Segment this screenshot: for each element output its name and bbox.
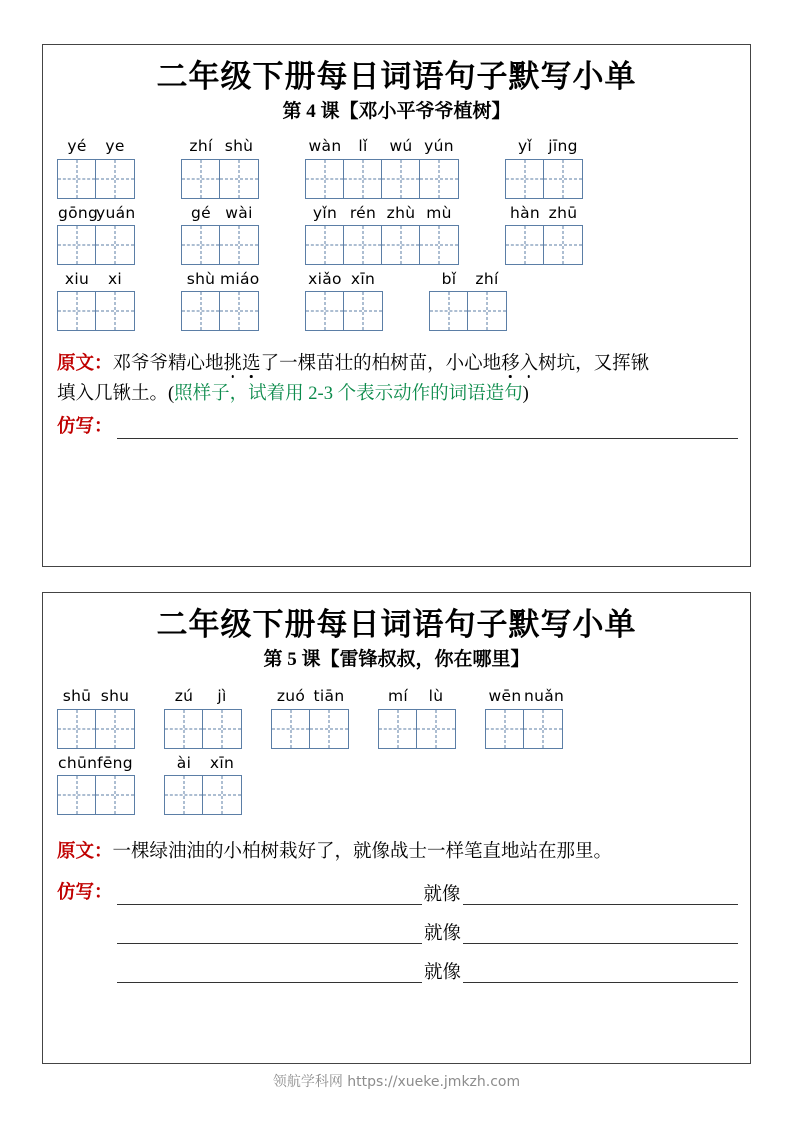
original-text-section-1	[43, 349, 750, 409]
grid-cell[interactable]	[96, 292, 134, 330]
pinyin-label	[506, 138, 582, 155]
pinyin-syllable: yé	[67, 137, 87, 156]
grid-cell[interactable]	[58, 292, 96, 330]
word-block[interactable]	[57, 138, 135, 198]
grid-cell[interactable]	[182, 226, 220, 264]
writing-grid[interactable]	[378, 709, 456, 749]
word-block[interactable]	[181, 205, 259, 265]
writing-grid[interactable]	[271, 709, 349, 749]
word-row	[43, 205, 750, 265]
pinyin-label	[58, 688, 134, 705]
pinyin-label	[306, 205, 458, 222]
pinyin-syllable: shù	[186, 269, 216, 288]
pinyin-syllable: tiān	[313, 687, 345, 706]
answer-connector-word: 就像	[424, 962, 462, 983]
pinyin-label	[430, 271, 506, 288]
word-row	[43, 271, 750, 331]
pinyin-syllable: shù	[224, 137, 254, 156]
original-text-part-d: 填入几锹土。(	[57, 383, 175, 404]
grid-cell[interactable]	[96, 160, 134, 198]
pinyin-syllable: hàn	[509, 203, 541, 222]
word-block[interactable]	[57, 688, 135, 748]
writing-grid[interactable]	[57, 159, 135, 199]
word-block[interactable]	[164, 688, 242, 748]
grid-cell[interactable]	[182, 292, 220, 330]
grid-cell[interactable]	[306, 226, 344, 264]
answer-row-3	[43, 962, 750, 983]
pinyin-label	[58, 271, 134, 288]
pinyin-syllable: gé	[191, 203, 211, 222]
pinyin-label	[306, 138, 458, 155]
pinyin-syllable: yǐ	[517, 137, 533, 156]
writing-grid[interactable]	[164, 709, 242, 749]
answer-write-line-right[interactable]	[463, 962, 738, 983]
original-label-2: 原文：	[57, 841, 113, 862]
pinyin-syllable: ye	[105, 137, 125, 156]
writing-grid[interactable]	[429, 291, 507, 331]
word-grid-section-2	[43, 688, 750, 814]
answer-write-line-right[interactable]	[463, 923, 738, 944]
pinyin-syllable: bǐ	[441, 269, 457, 288]
grid-cell[interactable]	[306, 292, 344, 330]
original-text-body-2: 一棵绿油油的小柏树栽好了，就像战士一样笔直地站在那里。	[112, 841, 613, 862]
grid-cell[interactable]	[58, 776, 96, 814]
pinyin-syllable: zhí	[189, 137, 213, 156]
pinyin-syllable: jì	[217, 687, 227, 706]
word-grid-section-1	[43, 138, 750, 330]
emphasis-char: 入	[520, 349, 539, 379]
emphasis-char: 选	[242, 349, 261, 379]
pinyin-syllable: zhí	[475, 269, 499, 288]
pinyin-syllable: xīn	[350, 269, 376, 288]
pinyin-syllable: fēng	[97, 753, 133, 772]
pinyin-syllable: xi	[107, 269, 123, 288]
word-row	[43, 688, 750, 748]
grid-cell[interactable]	[420, 226, 458, 264]
pinyin-syllable: xiu	[64, 269, 90, 288]
instruction-note: 照样子，试着用 2-3 个表示动作的词语造句	[174, 383, 523, 404]
word-block[interactable]	[57, 271, 135, 331]
pinyin-syllable: mù	[426, 203, 452, 222]
pinyin-label	[182, 205, 258, 222]
pinyin-syllable: miáo	[220, 269, 260, 288]
pinyin-syllable: wàn	[308, 137, 342, 156]
grid-cell[interactable]	[306, 160, 344, 198]
answer-label-2: 仿写：	[57, 882, 113, 903]
writing-grid[interactable]	[57, 291, 135, 331]
pinyin-label	[58, 205, 134, 222]
answer-row-1	[43, 881, 750, 905]
original-text-part-e: )	[522, 383, 529, 404]
writing-grid[interactable]	[505, 159, 583, 199]
grid-cell[interactable]	[272, 710, 310, 748]
emphasis-char: 挑	[224, 349, 243, 379]
answer-write-line-right[interactable]	[463, 884, 738, 905]
writing-grid[interactable]	[181, 159, 259, 199]
pinyin-label	[272, 688, 348, 705]
grid-cell[interactable]	[344, 226, 382, 264]
word-block[interactable]	[305, 205, 459, 265]
pinyin-syllable: zú	[174, 687, 194, 706]
pinyin-syllable: wú	[389, 137, 413, 156]
lesson-subtitle-1: 第 4 课【邓小平爷爷植树】	[282, 100, 511, 122]
word-block[interactable]	[378, 688, 456, 748]
pinyin-syllable: rén	[349, 203, 377, 222]
word-block[interactable]	[305, 138, 459, 198]
answer-row-2	[43, 923, 750, 944]
emphasis-char: 移	[501, 349, 520, 379]
grid-cell[interactable]	[524, 710, 562, 748]
word-block[interactable]	[164, 755, 242, 815]
word-block[interactable]	[181, 138, 259, 198]
pinyin-syllable: wài	[225, 203, 253, 222]
writing-grid[interactable]	[181, 291, 259, 331]
grid-cell[interactable]	[165, 710, 203, 748]
answer-write-line-left[interactable]	[117, 923, 422, 944]
writing-grid[interactable]	[181, 225, 259, 265]
word-block[interactable]	[505, 138, 583, 198]
pinyin-syllable: zhū	[548, 203, 578, 222]
pinyin-syllable: yún	[424, 137, 454, 156]
grid-cell[interactable]	[96, 710, 134, 748]
footer-watermark: 领航学科网 https://xueke.jmkzh.com	[272, 1074, 521, 1090]
original-text-line-2	[57, 379, 738, 409]
writing-grid[interactable]	[305, 159, 459, 199]
writing-grid[interactable]	[305, 291, 383, 331]
word-row	[43, 755, 750, 815]
pinyin-label	[506, 205, 582, 222]
word-row	[43, 138, 750, 198]
answer-write-line-left[interactable]	[117, 962, 422, 983]
pinyin-label	[182, 138, 258, 155]
grid-cell[interactable]	[344, 292, 382, 330]
writing-grid[interactable]	[57, 775, 135, 815]
pinyin-syllable: yuán	[96, 203, 136, 222]
writing-grid[interactable]	[57, 225, 135, 265]
original-text-line-1	[57, 837, 738, 867]
original-text-part-b: 了一棵苗壮的柏树苗，小心地	[260, 353, 502, 374]
grid-cell[interactable]	[203, 710, 241, 748]
lesson-subtitle-2: 第 5 课【雷锋叔叔，你在哪里】	[263, 648, 530, 670]
pinyin-label	[306, 271, 382, 288]
pinyin-syllable: yǐn	[312, 203, 338, 222]
grid-cell[interactable]	[344, 160, 382, 198]
pinyin-syllable: zhù	[386, 203, 416, 222]
grid-cell[interactable]	[382, 226, 420, 264]
grid-cell[interactable]	[96, 776, 134, 814]
grid-cell[interactable]	[506, 160, 544, 198]
grid-cell[interactable]	[220, 226, 258, 264]
answer-connector-word: 就像	[424, 923, 462, 944]
grid-cell[interactable]	[420, 160, 458, 198]
grid-cell[interactable]	[379, 710, 417, 748]
grid-cell[interactable]	[182, 160, 220, 198]
pinyin-label	[486, 687, 565, 706]
grid-cell[interactable]	[430, 292, 468, 330]
original-text-part-c: 树坑，又挥锹	[538, 353, 650, 374]
writing-grid[interactable]	[485, 709, 563, 749]
pinyin-syllable: wēn	[488, 687, 522, 706]
grid-cell[interactable]	[58, 160, 96, 198]
pinyin-syllable: lǐ	[358, 137, 368, 156]
original-text-line-1	[57, 349, 738, 379]
pinyin-label	[58, 755, 134, 772]
pinyin-syllable: xiǎo	[308, 269, 342, 288]
word-block[interactable]	[505, 205, 583, 265]
grid-cell[interactable]	[310, 710, 348, 748]
pinyin-syllable: ài	[176, 753, 192, 772]
page-title-1: 二年级下册每日词语句子默写小单	[156, 59, 637, 94]
word-block[interactable]	[57, 205, 135, 265]
pinyin-syllable: lù	[428, 687, 444, 706]
writing-grid[interactable]	[57, 709, 135, 749]
grid-cell[interactable]	[506, 226, 544, 264]
answer-write-line-left[interactable]	[117, 884, 422, 905]
grid-cell[interactable]	[220, 160, 258, 198]
writing-grid[interactable]	[305, 225, 459, 265]
word-block[interactable]	[181, 271, 259, 331]
worksheet-card-1	[42, 44, 751, 567]
pinyin-syllable: nuǎn	[524, 687, 565, 706]
grid-cell[interactable]	[544, 160, 582, 198]
answer-row-1	[43, 415, 750, 439]
pinyin-label	[165, 688, 241, 705]
grid-cell[interactable]	[382, 160, 420, 198]
original-label-1: 原文：	[57, 353, 113, 374]
pinyin-syllable: chūn	[58, 753, 98, 772]
pinyin-syllable: zuó	[276, 687, 306, 706]
answer-connector-word: 就像	[423, 884, 461, 905]
page-title-2: 二年级下册每日词语句子默写小单	[156, 607, 637, 642]
pinyin-label	[182, 271, 258, 288]
word-block[interactable]	[57, 755, 135, 815]
grid-cell[interactable]	[468, 292, 506, 330]
pinyin-label	[58, 138, 134, 155]
writing-grid[interactable]	[505, 225, 583, 265]
original-text-part-a: 邓爷爷精心地	[112, 353, 224, 374]
grid-cell[interactable]	[96, 226, 134, 264]
pinyin-syllable: shu	[100, 687, 130, 706]
word-block[interactable]	[485, 688, 563, 748]
grid-cell[interactable]	[203, 776, 241, 814]
answer-label-1: 仿写：	[57, 416, 113, 437]
answer-write-line[interactable]	[117, 418, 738, 439]
pinyin-syllable: mí	[387, 687, 408, 706]
pinyin-syllable: gōng	[58, 203, 99, 222]
grid-cell[interactable]	[58, 710, 96, 748]
pinyin-label	[379, 688, 455, 705]
grid-cell[interactable]	[417, 710, 455, 748]
original-text-section-2	[43, 837, 750, 867]
pinyin-syllable: shū	[62, 687, 92, 706]
word-block[interactable]	[305, 271, 383, 331]
writing-grid[interactable]	[164, 775, 242, 815]
worksheet-card-2	[42, 592, 751, 1064]
grid-cell[interactable]	[486, 710, 524, 748]
pinyin-syllable: jīng	[548, 137, 578, 156]
grid-cell[interactable]	[544, 226, 582, 264]
grid-cell[interactable]	[58, 226, 96, 264]
grid-cell[interactable]	[165, 776, 203, 814]
pinyin-syllable: xīn	[209, 753, 235, 772]
pinyin-label	[165, 755, 241, 772]
grid-cell[interactable]	[220, 292, 258, 330]
word-block[interactable]	[271, 688, 349, 748]
word-block[interactable]	[429, 271, 507, 331]
